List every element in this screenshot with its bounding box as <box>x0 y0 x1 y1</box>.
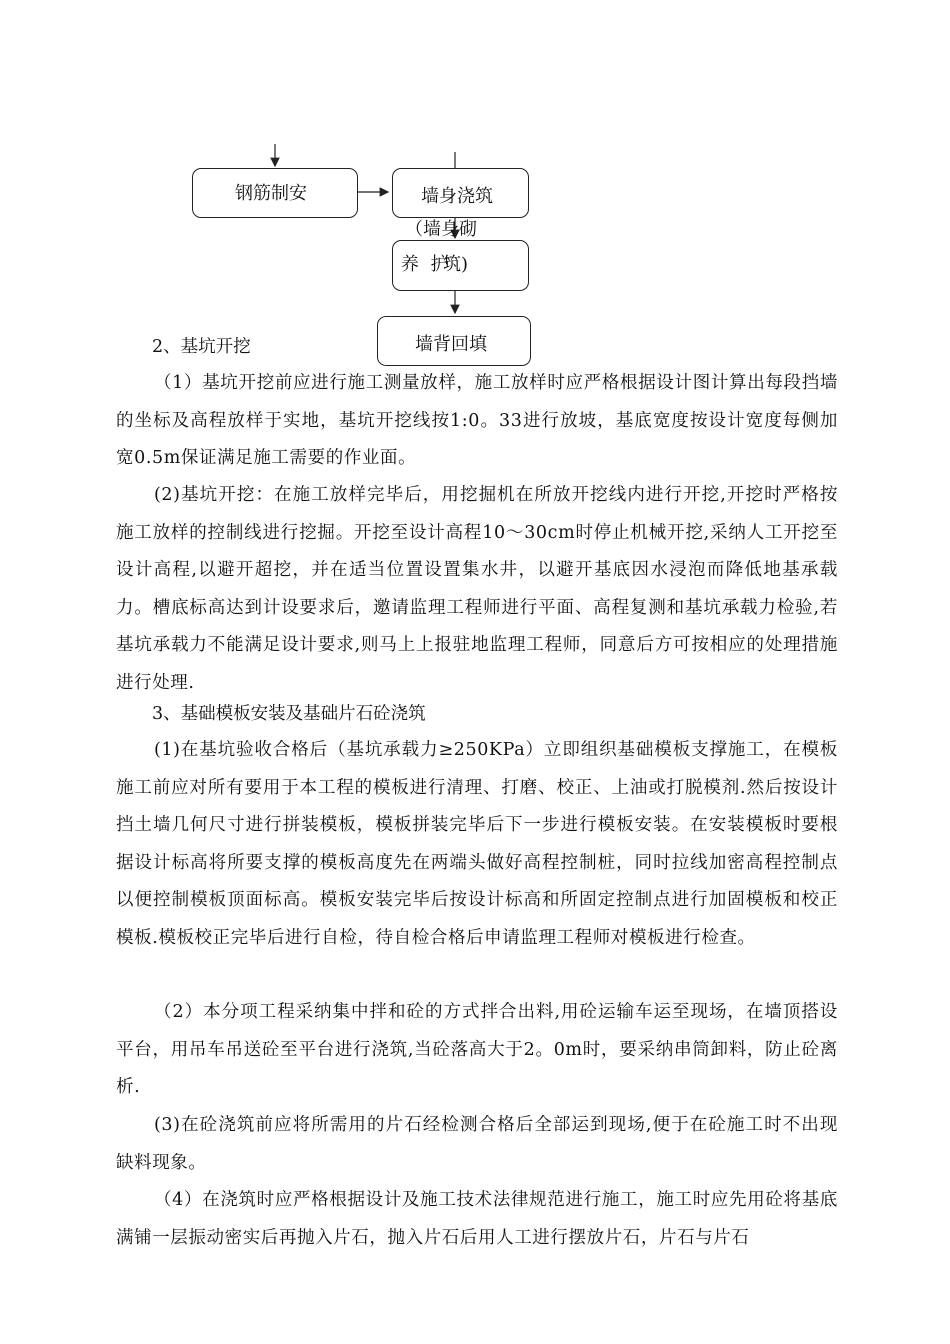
section-3-paragraph-3: (3)在砼浇筑前应将所需用的片石经检测合格后全部运到现场,便于在砼施工时不出现缺料现象。 <box>116 1115 838 1173</box>
section-2-heading: 2、基坑开挖 <box>152 337 251 357</box>
section-2-paragraph-2: (2)基坑开挖：在施工放样完毕后，用挖掘机在所放开挖线内进行开挖,开挖时严格按施工放样的控制线进行挖掘。开挖至设计高程10～30cm时停止机械开挖,采纳人工开挖至设计高程,以避开超挖，并在适当位置设置集水井，以避开基底因水浸泡而降低地基承载力。槽底标高达到计设要求后，邀请监理工程师进行平面、高程复测和基坑承载力检验,若基坑承载力不能满足设计要求,则马上上报驻地监理工程师，同意后方可按相应的处理措施进行处理. <box>116 485 838 693</box>
node-wall-pour-label: 墙身浇筑 <box>421 186 493 207</box>
node-rebar <box>192 168 358 218</box>
node-curing-overlap: 筑) <box>443 254 469 275</box>
node-rebar-label: 钢筋制安 <box>235 183 307 204</box>
section-2-paragraph-1: （1）基坑开挖前应进行施工测量放样，施工放样时应严格根据设计图计算出每段挡墙的坐标及高程放样于实地，基坑开挖线按1:0。33进行放坡，基底宽度按设计宽度每侧加宽0.5m保证满足施工需要的作业面。 <box>116 373 838 469</box>
node-backfill-label: 墙背回填 <box>415 334 487 355</box>
node-backfill <box>377 316 531 366</box>
node-wall-pour <box>392 168 529 218</box>
section-3-heading: 3、基础模板安装及基础片石砼浇筑 <box>152 704 426 724</box>
node-curing-label: 养 护 <box>401 254 449 275</box>
section-3-paragraph-2: （2）本分项工程采纳集中拌和砼的方式拌合出料,用砼运输车运至现场，在墙顶搭设平台，用吊车吊送砼至平台进行浇筑,当砼落高大于2。0m时，要采纳串筒卸料，防止砼离析. <box>116 1002 838 1098</box>
section-3-paragraph-4: （4）在浇筑时应严格根据设计及施工技术法律规范进行施工，施工时应先用砼将基底满铺一层振动密实后再抛入片石，抛入片石后用人工进行摆放片石，片石与片石 <box>116 1190 838 1248</box>
wall-masonry-note: （墙身砌 <box>405 219 477 240</box>
construction-flowchart <box>0 0 950 380</box>
section-3-paragraph-1: (1)在基坑验收合格后（基坑承载力≥250KPa）立即组织基础模板支撑施工，在模板施工前应对所有要用于本工程的模板进行清理、打磨、校正、上油或打脱模剂.然后按设计挡土墙几何尺寸进行拼装模板，模板拼装完毕后下一步进行模板安装。在安装模板时要根据设计标高将所要支撑的模板高度先在两端头做好高程控制桩，同时拉线加密高程控制点以便控制模板顶面标高。模板安装完毕后按设计标高和所固定控制点进行加固模板和校正模板.模板校正完毕后进行自检，待自检合格后申请监理工程师对模板进行检查。 <box>116 740 838 948</box>
node-curing <box>392 240 529 291</box>
